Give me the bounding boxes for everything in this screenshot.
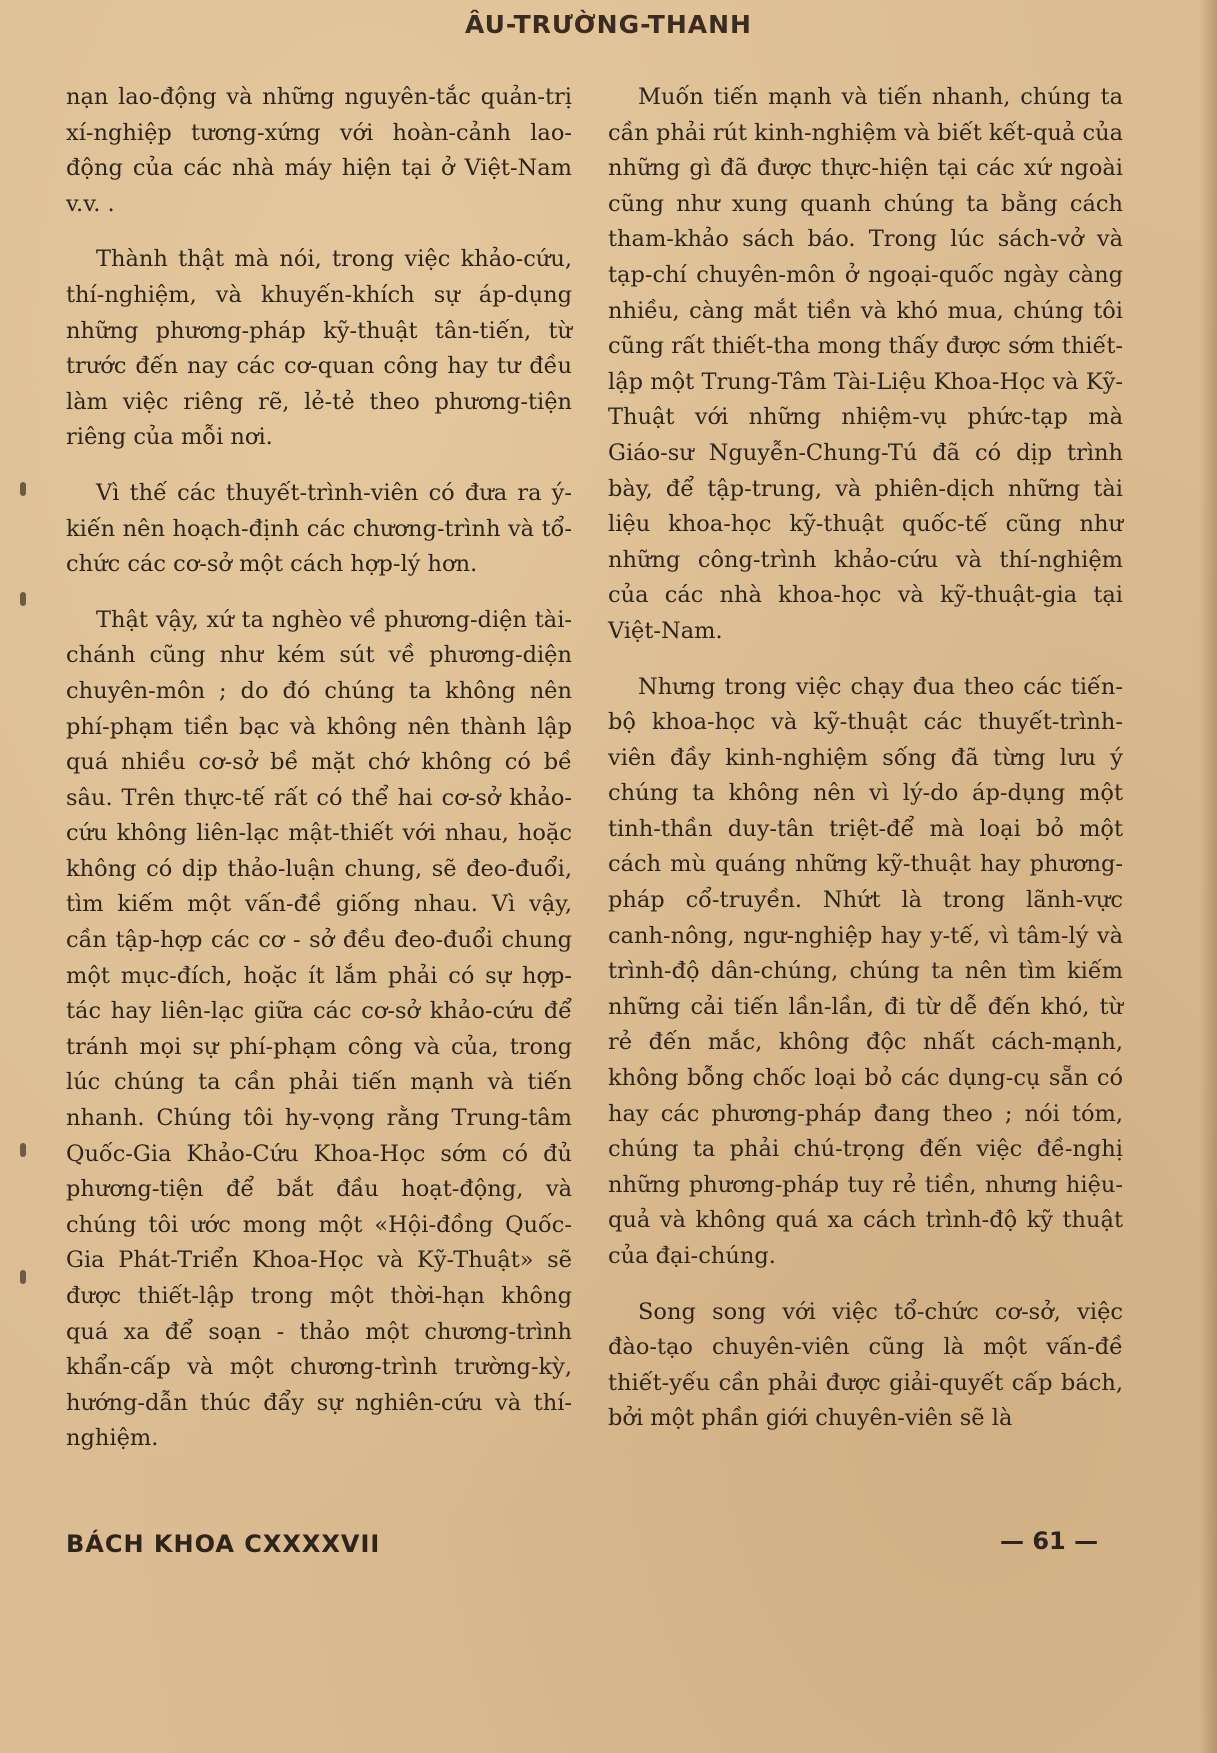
paragraph: Thật vậy, xứ ta nghèo về phương-diện tài-chánh cũng như kém sút về phương-diện chuyên-môn ; do đó chúng ta không nên phí-phạm tiền bạc và không nên thành lập quá nhiều cơ-sở bề mặt chớ không có bề sâu. Trên thực-tế rất có thể hai cơ-sở khảo-cứu không liên-lạc mật-thiết với nhau, hoặc không có dịp thảo-luận chung, sẽ đeo-đuổi, tìm kiếm một vấn-đề giống nhau. Vì vậy, cần tập-hợp các cơ - sở đều đeo-đuổi chung một mục-đích, hoặc ít lắm phải có sự hợp-tác hay liên-lạc giữa các cơ-sở khảo-cứu để tránh mọi sự phí-phạm công và của, trong lúc chúng ta cần phải tiến mạnh và tiến nhanh. Chúng tôi hy-vọng rằng Trung-tâm Quốc-Gia Khảo-Cứu Khoa-Học sớm có đủ phương-tiện để bắt đầu hoạt-động, và chúng tôi ước mong một «Hội-đồng Quốc-Gia Phát-Triển Khoa-Học và Kỹ-Thuật» sẽ được thiết-lập trong một thời-hạn không quá xa để soạn - thảo một chương-trình khẩn-cấp và một chương-trình trường-kỳ, hướng-dẫn thúc đẩy sự nghiên-cứu và thí-nghiệm. (66, 606, 572, 1452)
paragraph: Thành thật mà nói, trong việc khảo-cứu, thí-nghiệm, và khuyến-khích sự áp-dụng những phương-pháp kỹ-thuật tân-tiến, từ trước đến nay các cơ-quan công hay tư đều làm việc riêng rẽ, lẻ-tẻ theo phương-tiện riêng của mỗi nơi. (66, 246, 572, 451)
binding-hole-mark (20, 592, 26, 606)
paragraph: Song song với việc tổ-chức cơ-sở, việc đào-tạo chuyên-viên cũng là một vấn-đề thiết-yếu cần phải được giải-quyết cấp bách, bởi một phần giới chuyên-viên sẽ là (608, 1298, 1123, 1432)
publication-footer: BÁCH KHOA CXXXXVII (66, 1530, 381, 1558)
page-edge-shadow (1199, 0, 1217, 1753)
running-header: ÂU-TRƯỜNG-THANH (465, 10, 752, 39)
right-column (608, 80, 1123, 1457)
paragraph: nạn lao-động và những nguyên-tắc quản-trị xí-nghiệp tương-xứng với hoàn-cảnh lao-động của các nhà máy hiện tại ở Việt-Nam v.v. . (66, 84, 572, 217)
page-number: — 61 — (1000, 1527, 1099, 1555)
binding-hole-mark (20, 482, 26, 496)
paragraph: Vì thế các thuyết-trình-viên có đưa ra ý-kiến nên hoạch-định các chương-trình và tổ-chức các cơ-sở một cách hợp-lý hơn. (66, 479, 572, 578)
binding-hole-mark (20, 1143, 26, 1157)
paragraph: Muốn tiến mạnh và tiến nhanh, chúng ta cần phải rút kinh-nghiệm và biết kết-quả của những gì đã được thực-hiện tại các xứ ngoài cũng như xung quanh chúng ta bằng cách tham-khảo sách báo. Trong lúc sách-vở và tạp-chí chuyên-môn ở ngoại-quốc ngày càng nhiều, càng mắt tiền và khó mua, chúng tôi cũng rất thiết-tha mong thấy được sớm thiết-lập một Trung-Tâm Tài-Liệu Khoa-Học và Kỹ-Thuật với những nhiệm-vụ phức-tạp mà Giáo-sư Nguyễn-Chung-Tú đã có dịp trình bày, để tập-trung, và phiên-dịch những tài liệu khoa-học kỹ-thuật quốc-tế cũng như những công-trình khảo-cứu và thí-nghiệm của các nhà khoa-học và kỹ-thuật-gia tại Việt-Nam. (608, 84, 1123, 644)
left-column (66, 80, 572, 1477)
paragraph: Nhưng trong việc chạy đua theo các tiến-bộ khoa-học và kỹ-thuật các thuyết-trình-viên đầy kinh-nghiệm sống đã từng lưu ý chúng ta không nên vì lý-do áp-dụng một tinh-thần duy-tân triệt-để mà loại bỏ một cách mù quáng những kỹ-thuật hay phương-pháp cổ-truyền. Nhứt là trong lãnh-vực canh-nông, ngư-nghiệp hay y-tế, vì tâm-lý và trình-độ dân-chúng, chúng ta nên tìm kiếm những cải tiến lần-lần, đi từ dễ đến khó, từ rẻ đến mắc, không độc nhất cách-mạnh, không bỗng chốc loại bỏ các dụng-cụ sẵn có hay các phương-pháp đang theo ; nói tóm, chúng ta phải chú-trọng đến việc đề-nghị những phương-pháp tuy rẻ tiền, nhưng hiệu-quả và không quá xa cách trình-độ kỹ thuật của đại-chúng. (608, 673, 1123, 1269)
binding-hole-mark (20, 1270, 26, 1284)
